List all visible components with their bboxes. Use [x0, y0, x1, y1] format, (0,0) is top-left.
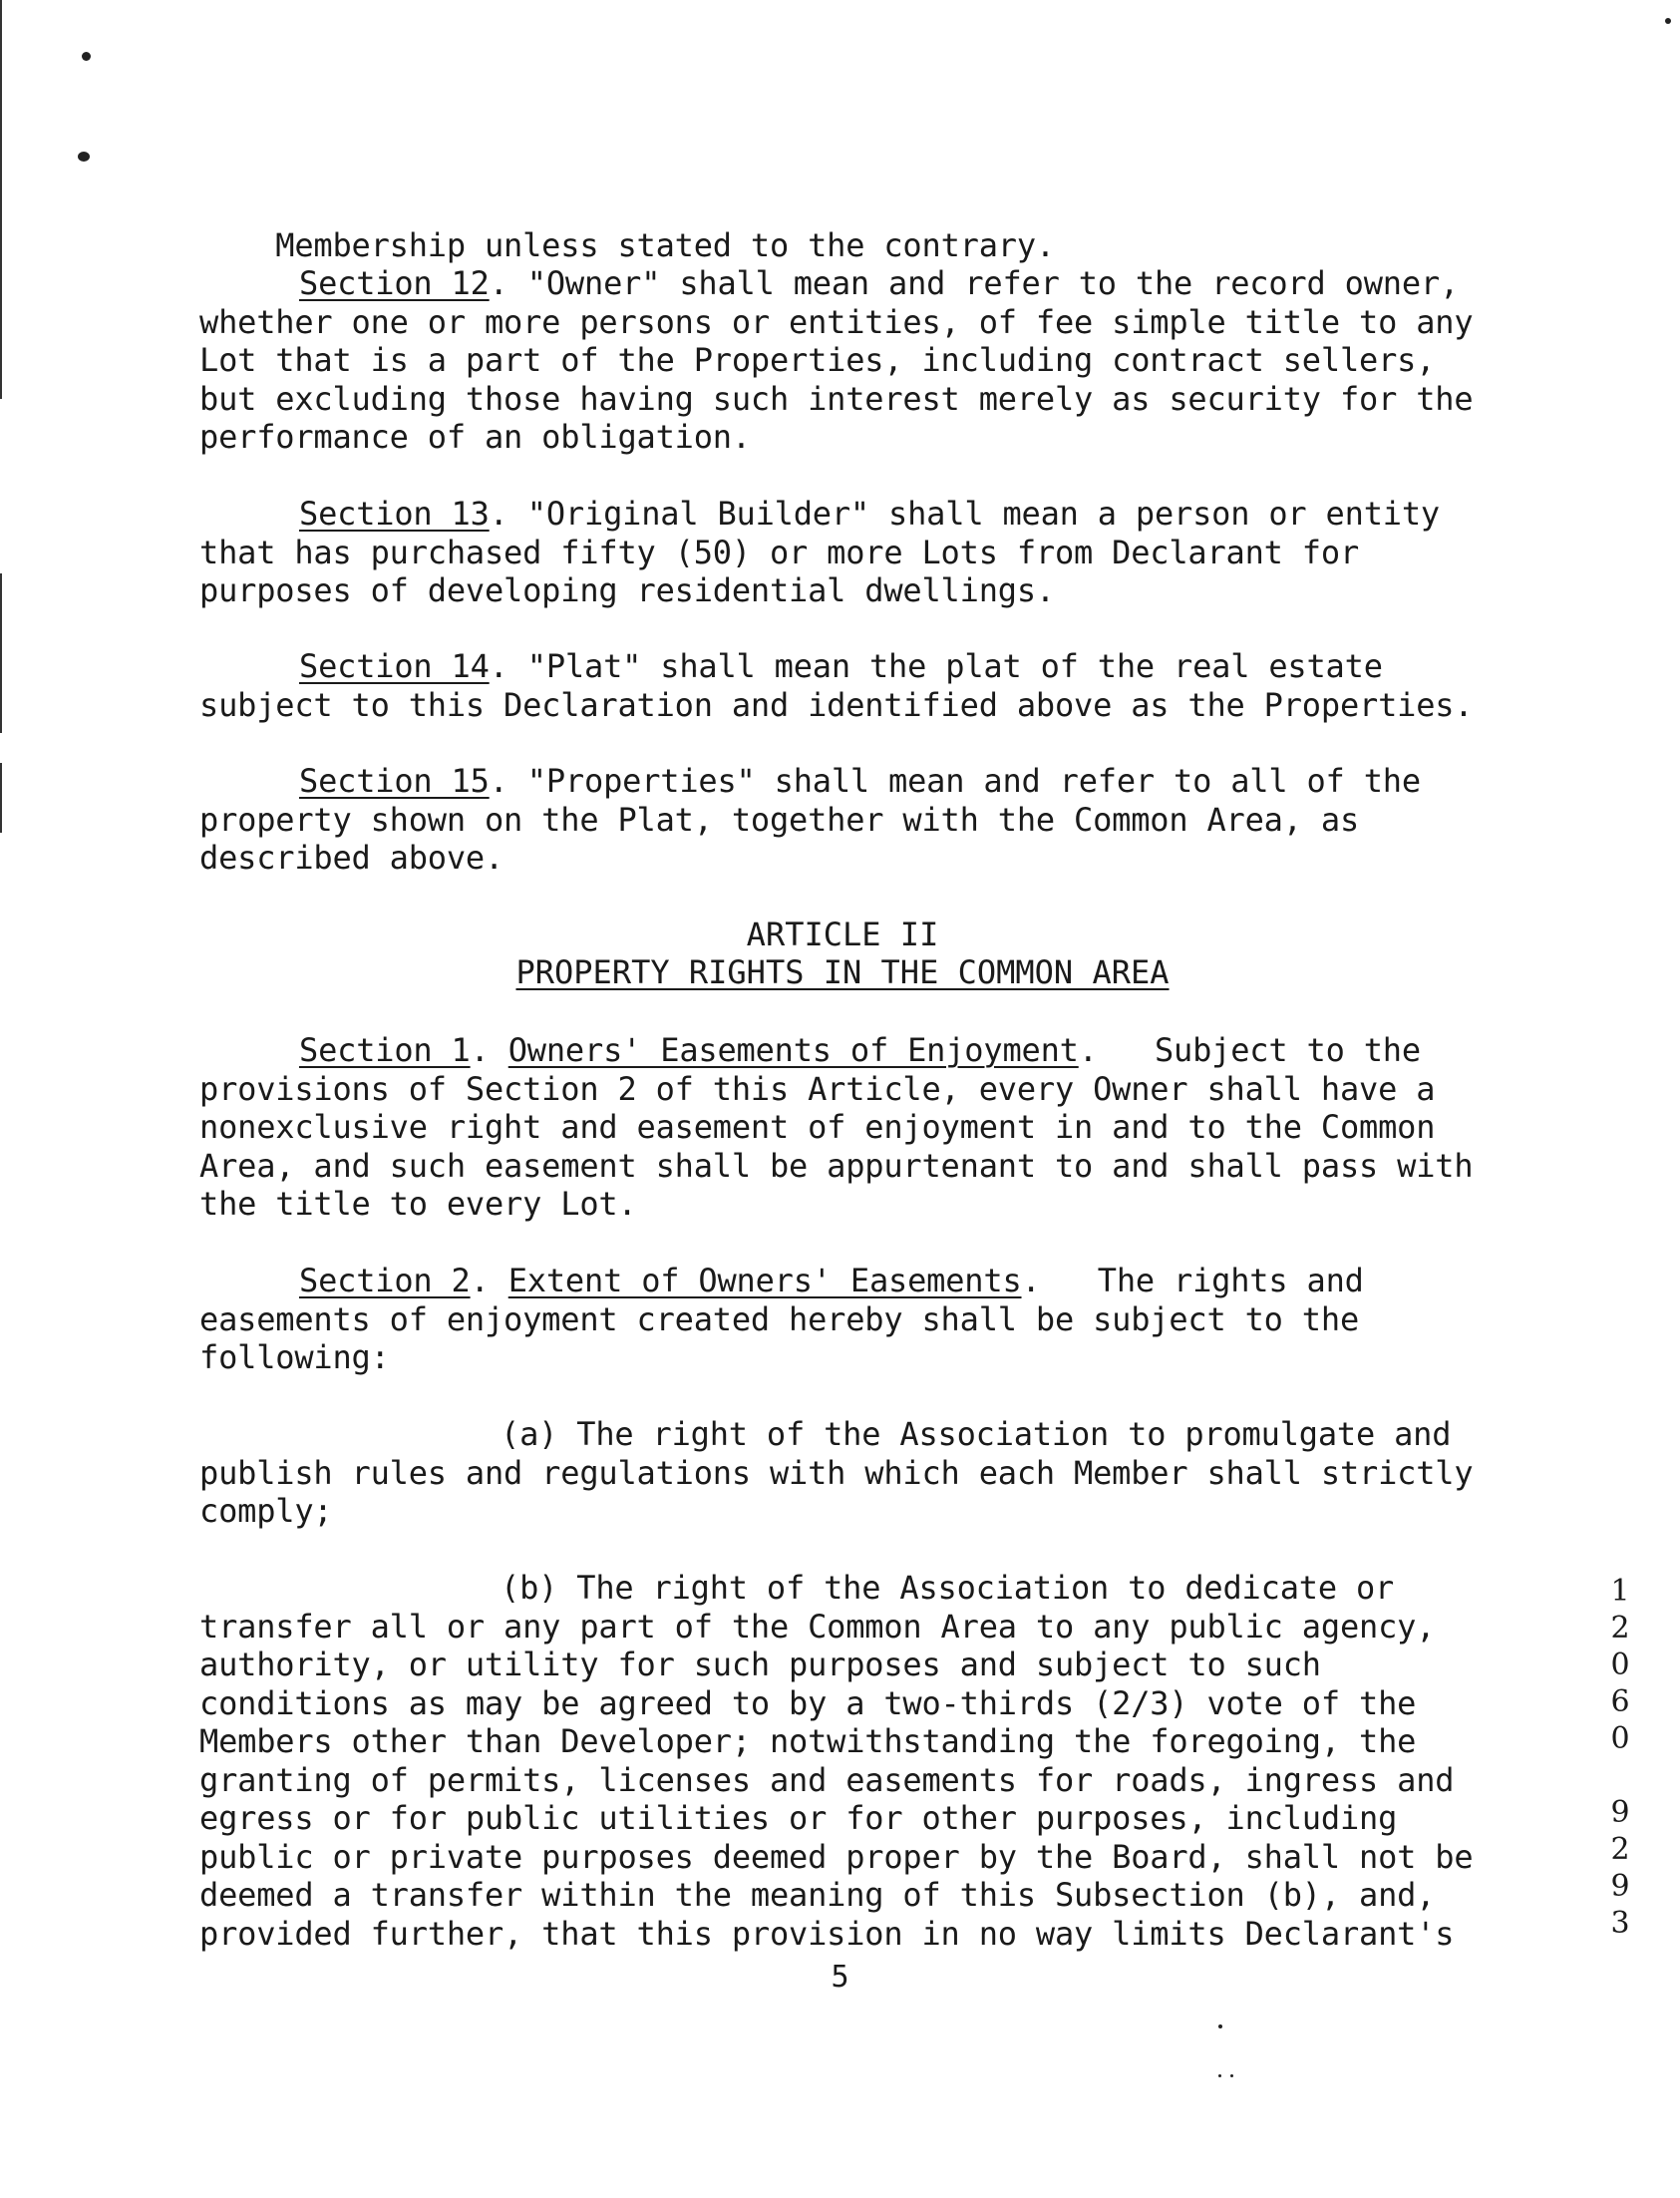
section-text: that has purchased fifty (50) or more Lots from Declarant for purposes of developing residential dwellings.: [199, 533, 1360, 609]
section-14: [199, 647, 1486, 724]
section-label: Section 14: [299, 647, 490, 685]
scan-speck: [1230, 2074, 1233, 2077]
margin-digit: 2: [1610, 1832, 1630, 1867]
section-text: . "Owner" shall mean and refer to the record owner,: [489, 264, 1460, 302]
margin-digit: 3: [1610, 1906, 1630, 1941]
article-subtitle-wrap: [199, 953, 1486, 992]
article-section-2: [199, 1262, 1486, 1377]
section-text: easements of enjoyment created hereby shall be subject to the following:: [199, 1299, 1360, 1376]
subsection-a: [199, 1415, 1486, 1531]
margin-digit: 6: [1610, 1684, 1630, 1719]
section-12: [199, 264, 1486, 457]
margin-digit: 0: [1610, 1721, 1630, 1756]
subsection-text: publish rules and regulations with which each Member shall strictly comply;: [199, 1453, 1474, 1530]
section-text: . Subject to the: [1078, 1031, 1421, 1069]
scan-speck: [1218, 2074, 1221, 2077]
section-text: whether one or more persons or entities, of fee simple title to any Lot that is a part of the Properties, including contract sellers, but excluding those having such interest merely as security for the performance of an obligation.: [199, 302, 1474, 456]
section-text: . "Properties" shall mean and refer to all of the: [489, 762, 1421, 800]
article-title: ARTICLE II: [746, 916, 939, 953]
section-heading: Extent of Owners' Easements: [507, 1262, 1022, 1299]
left-edge-mark: [0, 0, 2, 399]
subsection-text: transfer all or any part of the Common Area to any public agency, authority, or utility for such purposes and subject to such conditions as may be agreed to by a two-thirds (2/3) vote of the Members other than Developer; notwithstanding the foregoing, the granting of permits, licenses and easements for roads, ingress and egress or for public utilities or for other purposes, including public or private purposes deemed proper by the Board, shall not be deemed a transfer within the meaning of this Subsection (b), and, provided further, that this provision in no way limits Declarant's: [199, 1607, 1474, 1953]
margin-digit: 9: [1610, 1795, 1630, 1830]
margin-digit: 1: [1610, 1574, 1630, 1609]
scan-speck: [78, 152, 90, 162]
section-label: Section 2: [299, 1262, 471, 1299]
margin-digit: 9: [1610, 1869, 1630, 1904]
section-15: [199, 762, 1486, 878]
section-label: Section 1: [299, 1031, 471, 1069]
margin-digit-gap: [1600, 1757, 1640, 1794]
section-text: . "Plat" shall mean the plat of the real estate: [489, 647, 1383, 685]
subsection-b: [199, 1569, 1486, 1953]
section-13: [199, 495, 1486, 610]
paragraph-text: Membership unless stated to the contrary.: [275, 225, 1055, 264]
subsection-text: (b) The right of the Association to dedicate or: [501, 1569, 1395, 1607]
section-separator: .: [470, 1031, 508, 1069]
section-label: Section 13: [299, 495, 490, 533]
margin-digit: 2: [1610, 1611, 1630, 1646]
section-label: Section 15: [299, 762, 490, 800]
subsection-text: (a) The right of the Association to promulgate and: [501, 1415, 1452, 1453]
margin-recording-number: [1600, 1573, 1640, 1942]
section-text: provisions of Section 2 of this Article, every Owner shall have a nonexclusive right and easement of enjoyment in and to the Common Area, and such easement shall be appurtenant to and shall pass with the title to every Lot.: [199, 1069, 1474, 1223]
article-subtitle: PROPERTY RIGHTS IN THE COMMON AREA: [515, 953, 1170, 991]
margin-digit: 0: [1610, 1648, 1630, 1682]
scan-speck: [1218, 2024, 1222, 2028]
section-text: . The rights and: [1021, 1262, 1364, 1299]
section-label: Section 12: [299, 264, 490, 302]
scan-speck: [82, 52, 91, 61]
section-separator: .: [470, 1262, 508, 1299]
left-edge-mark: [0, 763, 2, 833]
section-text: property shown on the Plat, together with the Common Area, as described above.: [199, 800, 1360, 877]
section-text: . "Original Builder" shall mean a person or entity: [489, 495, 1440, 533]
section-heading: Owners' Easements of Enjoyment: [507, 1031, 1079, 1069]
left-edge-mark: [0, 573, 2, 733]
section-text: subject to this Declaration and identified above as the Properties.: [199, 685, 1474, 724]
page-number: 5: [831, 1960, 849, 1995]
article-section-1: [199, 1031, 1486, 1224]
scan-speck: [1665, 18, 1671, 24]
